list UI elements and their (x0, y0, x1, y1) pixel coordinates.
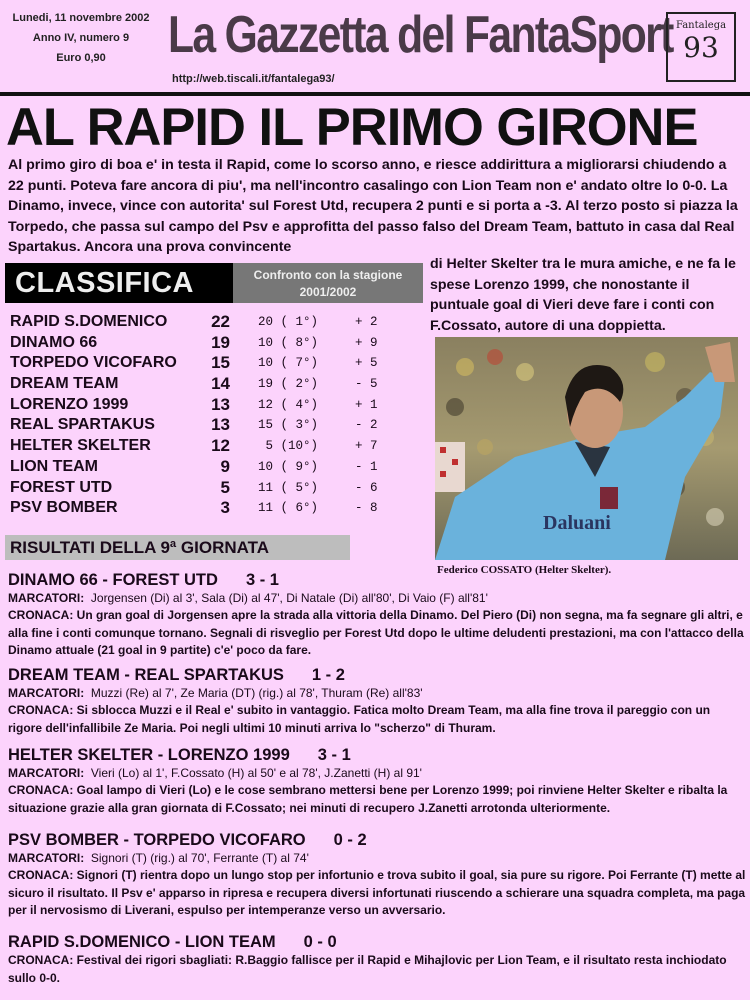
standings-row (10, 374, 420, 395)
points-difference: + 9 (355, 335, 378, 350)
previous-season: 20 ( 1°) (258, 315, 319, 329)
badge-number: 93 (683, 31, 719, 64)
match-scorers (8, 685, 746, 702)
scorers-text: Signori (T) (rig.) al 70', Ferrante (T) al 74' (90, 851, 309, 865)
scorers-text: Muzzi (Re) al 7', Ze Maria (DT) (rig.) al 78', Thuram (Re) all'83' (90, 686, 423, 700)
team-name: LORENZO 1999 (10, 395, 129, 413)
team-points: 14 (211, 374, 230, 394)
previous-season: 19 ( 2°) (258, 377, 319, 392)
scorers-label: MARCATORI: (8, 686, 85, 700)
previous-season: 15 ( 3°) (258, 418, 319, 433)
points-difference: - 6 (355, 480, 378, 495)
match-report (8, 952, 746, 987)
results-title: RISULTATI DELLA 9ª GIORNATA (5, 535, 350, 560)
team-name: DINAMO 66 (10, 333, 98, 351)
masthead-info (0, 8, 162, 68)
points-difference: - 2 (355, 418, 378, 433)
points-difference: + 7 (355, 439, 378, 454)
standings-row (10, 415, 420, 436)
page-headline: AL RAPID IL PRIMO GIRONE (6, 98, 698, 157)
fantalega-badge (666, 12, 736, 82)
match-title (8, 830, 746, 850)
points-difference: - 1 (355, 459, 378, 474)
team-name: LION TEAM (10, 457, 98, 475)
team-points: 9 (220, 456, 230, 476)
previous-season: 10 ( 9°) (258, 459, 319, 474)
match-scorers (8, 850, 746, 867)
points-difference: + 2 (355, 315, 378, 329)
scorers-text: Vieri (Lo) al 1', F.Cossato (H) al 50' e al 78', J.Zanetti (H) al 91' (90, 766, 422, 780)
intro-continuation: di Helter Skelter tra le mura amiche, e ne fa le spese Lorenzo 1999, che nonostante il puntuale goal di Vieri deve fare i conti con F.Cossato, autore di una doppietta. (430, 256, 736, 334)
shirt-sponsor-text: Daluani (543, 512, 611, 534)
comparison-title: Confronto con la stagione 2001/2002 (233, 263, 423, 303)
standings-row (10, 457, 420, 478)
team-points: 3 (220, 498, 230, 518)
team-points: 12 (211, 436, 230, 456)
match-result (8, 665, 746, 737)
site-url-link[interactable]: http://web.tiscali.it/fantalega93/ (172, 73, 335, 85)
match-scorers (8, 590, 746, 607)
match-teams: RAPID S.DOMENICO - LION TEAM (8, 933, 276, 951)
match-score: 1 - 2 (311, 666, 345, 684)
player-photo (435, 337, 738, 560)
match-scorers (8, 765, 746, 782)
standings-title: CLASSIFICA (5, 263, 233, 303)
match-score: 3 - 1 (317, 746, 351, 764)
team-name: TORPEDO VICOFARO (10, 354, 177, 372)
report-text: Signori (T) rientra dopo un lungo stop per infortunio e trova subito il goal, sia pure su rigore. Poi Ferrante (T) mette al sicuro il risultato. Il Psv e' apparso in ripresa e recupera diversi infortunati riuscendo a schierare una squadra completa, ma paga per il nervosismo di Liverani, espulso per intemperanze verso un avversario. (8, 868, 746, 917)
previous-season: 11 ( 5°) (258, 480, 319, 495)
standings-row (10, 478, 420, 499)
masthead-divider (0, 92, 750, 96)
standings-row (10, 436, 420, 457)
report-text: Festival dei rigori sbagliati: R.Baggio fallisce per il Rapid e Mihajlovic per Lion Team, e il risultato resta inchiodato sullo 0-0. (8, 953, 727, 985)
team-points: 22 (211, 312, 230, 331)
points-difference: - 8 (355, 501, 378, 516)
match-teams: HELTER SKELTER - LORENZO 1999 (8, 746, 290, 764)
match-report (8, 782, 746, 817)
report-label: CRONACA: (8, 868, 74, 882)
report-label: CRONACA: (8, 608, 74, 622)
report-label: CRONACA: (8, 783, 74, 797)
match-result (8, 570, 746, 660)
scorers-label: MARCATORI: (8, 851, 85, 865)
match-report (8, 607, 746, 660)
badge-label: Fantalega (675, 20, 727, 31)
standings-row (10, 395, 420, 416)
issue-price: Euro 0,90 (56, 52, 106, 64)
standings-row (10, 333, 420, 354)
match-title (8, 932, 746, 952)
standings-row (10, 312, 420, 333)
team-name: HELTER SKELTER (10, 437, 151, 455)
scorers-text: Jorgensen (Di) al 3', Sala (Di) al 47', Di Natale (Di) all'80', Di Vaio (F) all'81' (90, 591, 488, 605)
previous-season: 10 ( 8°) (258, 335, 319, 350)
standings-row (10, 498, 420, 519)
team-points: 5 (220, 477, 230, 497)
team-points: 19 (211, 332, 230, 352)
match-result (8, 830, 746, 920)
previous-season: 11 ( 6°) (258, 501, 319, 516)
match-report (8, 702, 746, 737)
points-difference: + 1 (355, 397, 378, 412)
team-points: 13 (211, 394, 230, 414)
team-name: REAL SPARTAKUS (10, 416, 155, 434)
newspaper-logo: La Gazzetta del FantaSport (168, 6, 673, 64)
team-name: FOREST UTD (10, 478, 113, 496)
report-label: CRONACA: (8, 703, 74, 717)
team-points: 15 (211, 353, 230, 373)
match-result (8, 745, 746, 817)
match-title (8, 570, 746, 590)
match-report (8, 867, 746, 920)
player-photo-image (435, 337, 738, 560)
match-teams: DINAMO 66 - FOREST UTD (8, 571, 218, 589)
photo-caption: Federico COSSATO (Helter Skelter). (437, 564, 612, 576)
standings-row (10, 353, 420, 374)
match-teams: PSV BOMBER - TORPEDO VICOFARO (8, 831, 306, 849)
previous-season: 5 (10°) (258, 439, 319, 454)
match-title (8, 745, 746, 765)
points-difference: - 5 (355, 377, 378, 392)
previous-season: 12 ( 4°) (258, 397, 319, 412)
match-score: 0 - 0 (303, 933, 337, 951)
match-result (8, 932, 746, 987)
report-text: Goal lampo di Vieri (Lo) e le cose sembrano mettersi bene per Lorenzo 1999; poi rinviene Helter Skelter e ribalta la situazione grazie alla gran giornata di F.Cossato; nei minuti di recupero J.Zanetti arrotonda ulteriormente. (8, 783, 728, 815)
report-label: CRONACA: (8, 953, 74, 967)
match-score: 0 - 2 (333, 831, 367, 849)
match-teams: DREAM TEAM - REAL SPARTAKUS (8, 666, 284, 684)
match-title (8, 665, 746, 685)
standings-table (10, 312, 420, 519)
issue-number: Anno IV, numero 9 (32, 32, 130, 44)
issue-date: Lunedi, 11 novembre 2002 (12, 12, 150, 24)
scorers-label: MARCATORI: (8, 591, 85, 605)
intro-paragraph: Al primo giro di boa e' in testa il Rapid, come lo scorso anno, e riesce addirittura a migliorarsi chiudendo a 22 punti. Poteva fare ancora di piu', ma nell'incontro casalingo con Lion Team non e' andato oltre lo 0-0. La Dinamo, invece, vince con autorita' sul Forest Utd, recupera 2 punti e si porta a -3. Al terzo posto si piazza la Torpedo, che passa sul campo del Psv e approfitta del passo falso del Dream Team, battuto in casa dal Real Spartakus. Ancora una prova convincente (8, 157, 738, 256)
team-points: 13 (211, 415, 230, 435)
team-name: PSV BOMBER (10, 499, 118, 517)
scorers-label: MARCATORI: (8, 766, 85, 780)
team-name: DREAM TEAM (10, 375, 119, 393)
points-difference: + 5 (355, 356, 378, 371)
report-text: Si sblocca Muzzi e il Real e' subito in vantaggio. Fatica molto Dream Team, ma alla fine trova il pareggio con un rigore dell'infallibile Ze Maria. Poi negli ultimi 10 minuti arriva lo "scherzo" di Thuram. (8, 703, 711, 735)
report-text: Un gran goal di Jorgensen apre la strada alla vittoria della Dinamo. Del Piero (Di) non segna, ma fa segnare gli altri, e alla fine i conti comunque tornano. Segnali di risveglio per Forest Utd dopo le ultime deludenti prestazioni, ma con l'attacco della Dinamo attuale (21 goal in 9 partite) c'e' poco da fare. (8, 608, 744, 657)
team-name: RAPID S.DOMENICO (10, 313, 168, 330)
previous-season: 10 ( 7°) (258, 356, 319, 371)
match-score: 3 - 1 (245, 571, 279, 589)
